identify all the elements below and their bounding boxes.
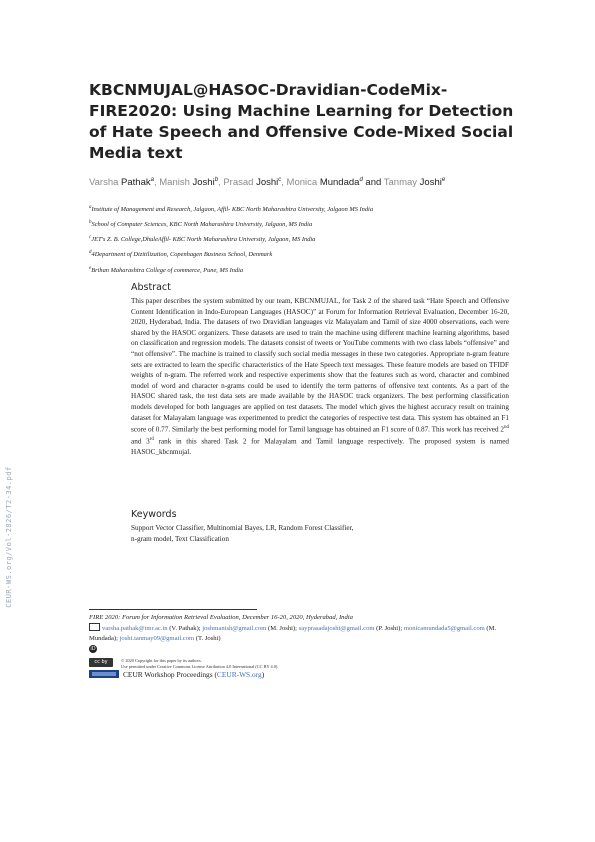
author-first-name: Prasad bbox=[223, 177, 254, 189]
author-affil-mark: b bbox=[214, 177, 219, 183]
side-stamp: CEUR-WS.org/Vol-2826/T2-34.pdf bbox=[5, 466, 13, 608]
author-last-name: Joshi bbox=[192, 177, 215, 189]
orcid-icon[interactable]: iD bbox=[90, 646, 96, 652]
cc-license-icon: cc by bbox=[89, 658, 113, 667]
license-text: © 2020 Copyright for this paper by its authors. Use permitted under Creative Commons License Attribution 4.0 International (CC BY 4.0). bbox=[121, 658, 279, 669]
keywords-heading: Keywords bbox=[131, 509, 177, 520]
footnote bbox=[89, 613, 509, 654]
author-affil-mark: d bbox=[359, 177, 363, 183]
email-link[interactable]: sayprasadajoshi@gmail.com bbox=[298, 625, 375, 632]
affiliation-list bbox=[89, 201, 529, 277]
paper-title: KBCNMUJAL@HASOC-Dravidian-CodeMix-FIRE2020: Using Machine Learning for Detection of Hate Speech and Offensive Code-Mixed Social Media text bbox=[89, 81, 514, 162]
author-first-name: Varsha bbox=[89, 177, 119, 189]
author-affil-mark: e bbox=[441, 177, 446, 183]
author-first-name: Manish bbox=[159, 177, 190, 189]
author-first-name: Tanmay bbox=[383, 177, 418, 189]
author-last-name: Joshi bbox=[419, 177, 442, 189]
ceur-logo-icon bbox=[89, 670, 119, 678]
author-first-name: Monica bbox=[286, 177, 318, 189]
author-last-name: Pathak bbox=[121, 177, 151, 189]
affiliation-item: $^a$Institute of Management and Research, Jalgaon, Affil- KBC North Maharashtra University, Jalgaon MS India bbox=[89, 205, 374, 214]
envelope-icon bbox=[89, 623, 100, 631]
ceur-link[interactable]: CEUR-WS.org bbox=[216, 670, 262, 679]
affiliation-item: $^b$School of Computer Sciences, KBC North Maharashtra University, Jalgaon, MS India bbox=[89, 220, 313, 229]
abstract-section bbox=[131, 282, 509, 458]
email-link[interactable]: joshi.tanmay09@gmail.com bbox=[119, 635, 195, 642]
author-and: and bbox=[365, 177, 382, 189]
keywords-body: Support Vector Classifier, Multinomial Bayes, LR, Random Forest Classifier, n-gram model, Text Classification bbox=[131, 524, 354, 543]
email-link[interactable]: monicamundada5@gmail.com bbox=[403, 625, 485, 632]
ceur-proceedings: CEUR Workshop Proceedings (CEUR-WS.org) bbox=[89, 670, 509, 679]
email-link[interactable]: joshmanish@gmail.com bbox=[202, 625, 267, 632]
author-last-name: Joshi bbox=[256, 177, 279, 189]
conference-note: FIRE 2020: Forum for Information Retrieval Evaluation, December 16-20, 2020, Hyderabad, India bbox=[89, 614, 353, 621]
affiliation-item: $^e$Brihan Maharashtra College of commerce, Pune, MS India bbox=[89, 265, 244, 274]
affiliation-item: $^c$JET's Z. B. College,DhuleAffil- KBC North Maharashtra University, Jalgaon, MS India bbox=[89, 235, 316, 244]
author-last-name: Mundada bbox=[319, 177, 360, 189]
author-list: Varsha Pathak$^a$, Manish Joshi$^b$, Prasad Joshi$^c$, Monica Mundada$^d$ and Tanmay Joshi$^e$ bbox=[89, 177, 446, 189]
affiliation-item: $^d$4Department of Dizitilization, Copenhagen Business School, Denmark bbox=[89, 250, 273, 259]
footnote-rule bbox=[89, 609, 257, 610]
author-affil-mark: a bbox=[150, 177, 154, 183]
keywords-section bbox=[131, 509, 509, 545]
email-link[interactable]: varsha.pathak@imr.ac.in bbox=[102, 625, 168, 632]
author-affil-mark: c bbox=[278, 177, 282, 183]
abstract-body: This paper describes the system submitted by our team, KBCNMUJAL, for Task 2 of the shared task “Hate Speech and Offensive Content Identification in Indo-European Languages (HASOC)” at Forum for Information Retrieval Evaluation, December 16-20, 2020, Hyderabad, India. The datasets of two Dravidian languages viz Malayalam and Tamil of size 4000 observations, each were shared by the HASOC organizers. These datasets are used to train the machine using different machine learning algorithms, based on classification and regression models. The datasets consist of tweets or YouTube comments with two class labels “offensive” and “not offensive”. The machine is trained to classify such social media messages in these two categories. Appropriate n-gram feature sets are extracted to learn the specific characteristics of the Hate Speech text messages. These feature models are based on TFIDF weights of n-gram. The referred work and respective experiments show that the features such as word, character and combined model of word and character n-grams could be used to identify the term patterns of offensive text contents. As a part of the HASOC shared task, the test data sets are made available by the HASOC track organizers. The best performing classification models developed for both languages are applied on test datasets. The model which gives the highest accuracy result on training dataset for Malayalam language was experimented to predict the categories of respective test data. This system has obtained an F1 score of 0.77. Similarly the best performing model for Tamil language has obtained an F1 score of 0.87. This work has received 2nd and 3rd rank in this shared Task 2 for Malayalam and Tamil language respectively. The proposed system is named HASOC_kbcnmujal. bbox=[131, 297, 509, 457]
abstract-heading: Abstract bbox=[131, 282, 171, 293]
email-list: varsha.pathak@imr.ac.in (V. Pathak); joshmanish@gmail.com (M. Joshi); sayprasadajoshi@gmail.com (P. Joshi); monicamundada5@gmail.com (M. Mundada); joshi.tanmay09@gmail.com (T. Joshi) bbox=[89, 625, 497, 642]
